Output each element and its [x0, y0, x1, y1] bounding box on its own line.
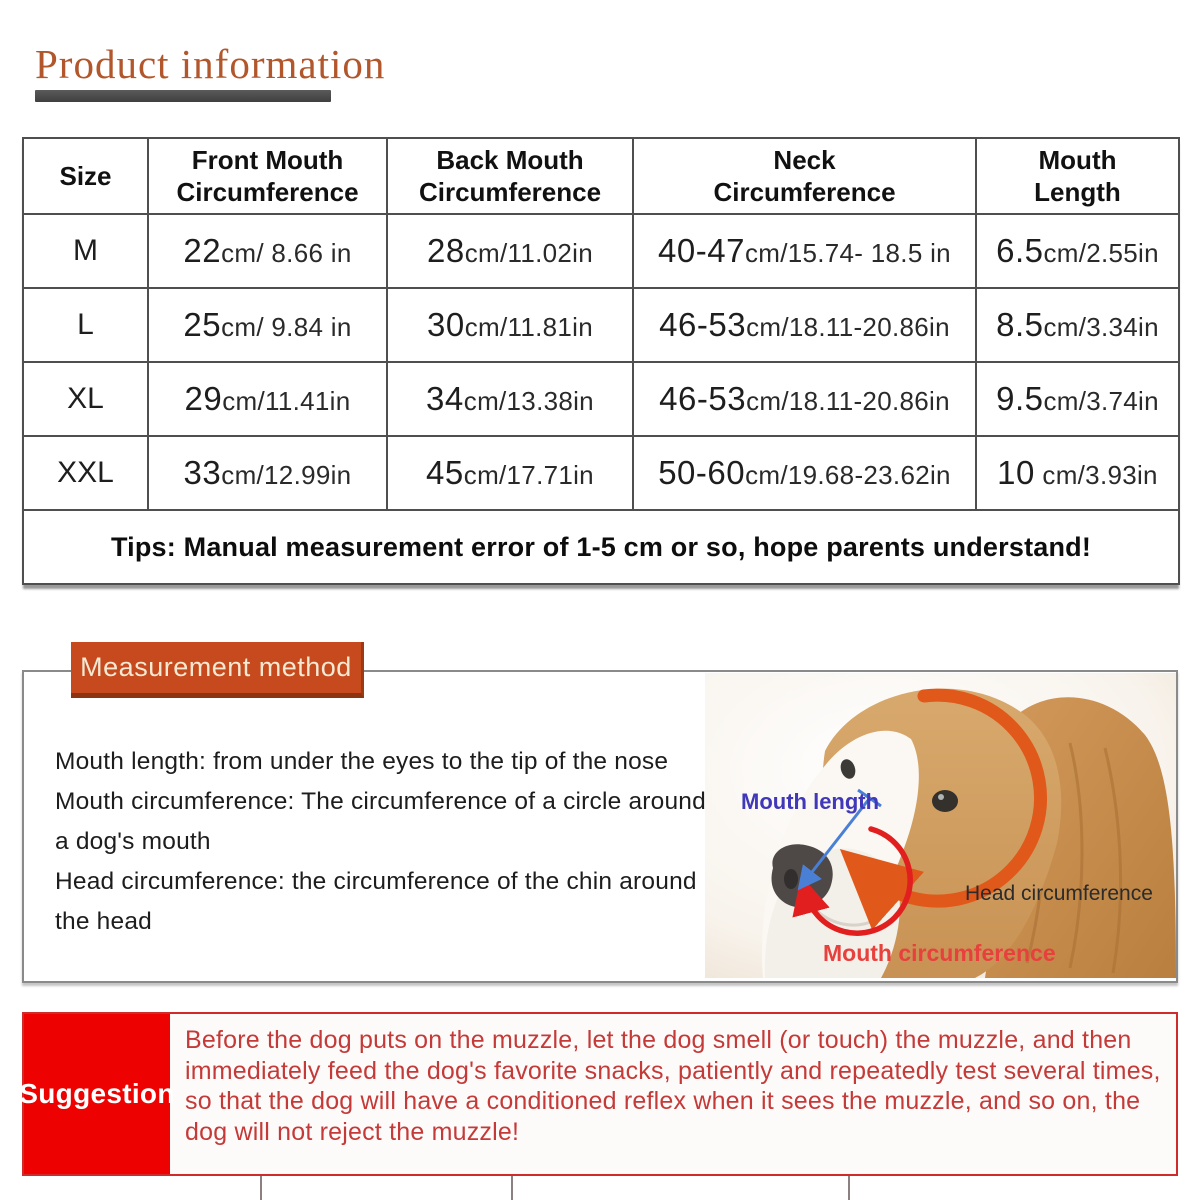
cell-unit: cm/11.02in	[464, 238, 593, 268]
cell-unit: cm/19.68-23.62in	[745, 460, 951, 490]
cell-unit: cm/12.99in	[221, 460, 352, 490]
cell-value: 9.5	[996, 380, 1044, 417]
cell-unit: cm/3.74in	[1043, 386, 1159, 416]
header-line: Circumference	[176, 177, 359, 207]
neck-cell	[633, 362, 976, 436]
back-mouth-cell	[387, 362, 633, 436]
cell-unit: cm/15.74- 18.5 in	[744, 238, 951, 268]
header-line: Circumference	[713, 177, 896, 207]
head-circumference-label: Head circumference	[965, 882, 1153, 905]
cell-value: 29	[184, 380, 223, 417]
size-value: L	[77, 308, 94, 341]
instruction-head-circumference: Head circumference: the circumference of the chin around the head	[55, 868, 697, 935]
cell-unit: cm/11.41in	[222, 386, 351, 416]
cell-value: 33	[183, 454, 222, 491]
cell-value: 28	[427, 232, 465, 269]
front-mouth-cell	[148, 362, 387, 436]
measurement-method-tab: Measurement method	[71, 642, 364, 698]
table-row-l	[23, 288, 1179, 362]
neck-cell	[633, 214, 976, 288]
mouth-length-cell	[976, 436, 1179, 510]
back-mouth-cell	[387, 288, 633, 362]
cell-value: 50-60	[658, 454, 746, 491]
size-value: M	[73, 234, 98, 267]
cell-value: 45	[426, 454, 464, 491]
size-value: XXL	[57, 456, 114, 489]
header-line: Length	[1034, 177, 1121, 207]
size-cell	[23, 288, 148, 362]
cell-unit: cm/17.71in	[463, 460, 594, 490]
size-cell	[23, 362, 148, 436]
suggestion-box	[19, 1012, 1178, 1176]
cell-unit: cm/3.34in	[1043, 312, 1159, 342]
column-header-front-mouth	[148, 138, 387, 214]
front-mouth-cell	[148, 436, 387, 510]
header-line: Back Mouth	[436, 144, 584, 175]
cell-unit: cm/ 9.84 in	[221, 312, 352, 342]
size-value: XL	[67, 382, 104, 415]
cell-value: 30	[427, 306, 465, 343]
column-header-back-mouth	[387, 138, 633, 214]
cell-value: 8.5	[996, 306, 1044, 343]
table-divider-tick	[848, 1176, 850, 1200]
table-row-xl	[23, 362, 1179, 436]
instruction-mouth-length: Mouth length: from under the eyes to the tip of the nose	[55, 748, 669, 775]
cell-unit: cm/13.38in	[463, 386, 594, 416]
cell-value: 34	[426, 380, 464, 417]
column-header-size	[23, 138, 148, 214]
size-table	[22, 137, 1180, 585]
cell-unit: cm/18.11-20.86in	[746, 386, 950, 416]
cell-unit: cm/18.11-20.86in	[746, 312, 950, 342]
cell-unit: cm/ 8.66 in	[221, 238, 352, 268]
mouth-length-cell	[976, 362, 1179, 436]
page-title: Product information	[35, 41, 386, 87]
neck-cell	[633, 436, 976, 510]
mouth-length-label: Mouth length	[741, 789, 880, 814]
cell-value: 6.5	[996, 232, 1044, 269]
suggestion-label: Suggestion	[24, 1014, 170, 1174]
instruction-mouth-circumference: Mouth circumference: The circumference of a circle around a dog's mouth	[55, 788, 706, 855]
column-header-mouth-length	[976, 138, 1179, 214]
cell-value: 10	[997, 454, 1035, 491]
table-divider-tick	[260, 1176, 262, 1200]
suggestion-text: Before the dog puts on the muzzle, let the dog smell (or touch) the muzzle, and then immediately feed the dog's favorite snacks, patiently and repeatedly test several times, so that the dog will have a conditioned reflex when it sees the muzzle, and so on, the dog will not reject the muzzle!	[185, 1026, 1161, 1146]
header-line: Mouth	[1038, 144, 1117, 175]
cell-value: 25	[183, 306, 222, 343]
front-mouth-cell	[148, 214, 387, 288]
cell-unit: cm/11.81in	[464, 312, 593, 342]
back-mouth-cell	[387, 436, 633, 510]
table-divider-tick	[511, 1176, 513, 1200]
neck-cell	[633, 288, 976, 362]
mouth-length-cell	[976, 214, 1179, 288]
back-mouth-cell	[387, 214, 633, 288]
mouth-circumference-label: Mouth circumference	[823, 940, 1056, 966]
cell-unit: cm/2.55in	[1043, 238, 1159, 268]
table-row-m	[23, 214, 1179, 288]
column-header-neck	[633, 138, 976, 214]
dog-nostril	[784, 869, 798, 889]
tips-text: Tips: Manual measurement error of 1-5 cm or so, hope parents understand!	[23, 510, 1179, 584]
tips-row	[23, 510, 1179, 584]
table-row-xxl	[23, 436, 1179, 510]
header-line: Front Mouth	[191, 144, 344, 175]
cell-value: 46-53	[659, 306, 747, 343]
cell-value: 22	[183, 232, 222, 269]
measurement-instructions	[55, 742, 710, 942]
header-line: Size	[59, 160, 112, 191]
header-line: Circumference	[418, 177, 602, 207]
size-cell	[23, 214, 148, 288]
dog-measurement-photo	[705, 673, 1176, 978]
size-cell	[23, 436, 148, 510]
title-underline	[35, 90, 331, 102]
cell-value: 40-47	[658, 232, 745, 269]
cell-unit: cm/3.93in	[1034, 460, 1158, 490]
table-header-row	[23, 138, 1179, 214]
dog-eye-right	[932, 790, 958, 812]
front-mouth-cell	[148, 288, 387, 362]
mouth-length-cell	[976, 288, 1179, 362]
header-line: Neck	[773, 144, 836, 175]
dog-eye-highlight	[938, 794, 944, 800]
cell-value: 46-53	[659, 380, 747, 417]
